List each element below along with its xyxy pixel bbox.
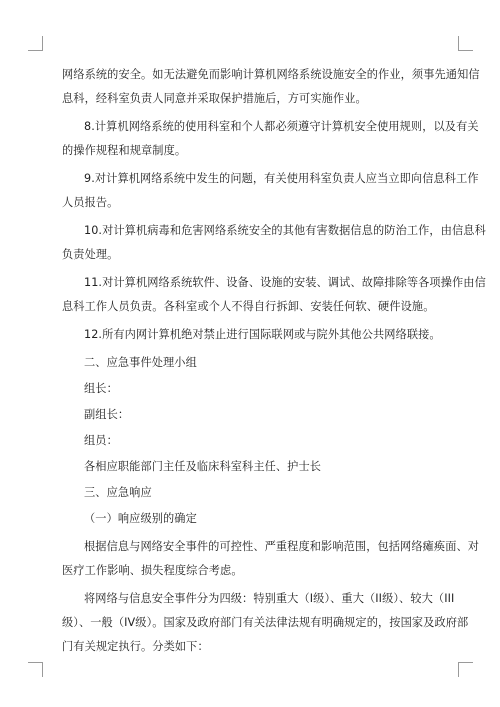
text-line: 副组长：	[84, 408, 130, 421]
text-line: 将网络与信息安全事件分为四级：特别重大（I级）、重大（II级）、较大（III	[84, 592, 455, 605]
section-heading: 三、应急响应	[84, 486, 152, 499]
subsection-heading: （一）响应级别的确定	[84, 512, 197, 525]
text-line: 12.所有内网计算机绝对禁止进行国际联网或与院外其他公共网络联接。	[84, 328, 441, 341]
text-line: 医疗工作影响、损失程度综合考虑。	[62, 564, 243, 577]
text-line: 人员报告。	[62, 196, 119, 209]
text-line: 9.对计算机网络系统中发生的问题，有关使用科室负责人应当立即向信息科工作	[84, 172, 479, 185]
text-line: 门有关规定执行。分类如下：	[62, 640, 209, 653]
crop-mark-bottom-left	[28, 662, 43, 677]
text-line: 组员：	[84, 434, 118, 447]
section-heading: 二、应急事件处理小组	[84, 356, 197, 369]
crop-mark-bottom-right	[458, 662, 473, 677]
crop-mark-top-right	[458, 36, 473, 51]
text-line: 11.对计算机网络系统软件、设备、设施的安装、调试、故障排除等各项操作由信	[84, 276, 486, 289]
text-line: 各相应职能部门主任及临床科室科主任、护士长	[84, 460, 322, 473]
text-line: 息科工作人员负责。各科室或个人不得自行拆卸、安装任何软、硬件设施。	[62, 300, 435, 313]
text-line: 息科，经科室负责人同意并采取保护措施后，方可实施作业。	[62, 92, 367, 105]
text-line: 网络系统的安全。如无法避免而影响计算机网络系统设施安全的作业，须事先通知信	[62, 68, 480, 81]
text-line: 的操作规程和规章制度。	[62, 144, 187, 157]
text-line: 根据信息与网络安全事件的可控性、严重程度和影响范围，包括网络瘫痪面、对	[84, 540, 480, 553]
text-line: 负责处理。	[62, 248, 119, 261]
text-line: 10.对计算机病毒和危害网络系统安全的其他有害数据信息的防治工作，由信息科	[84, 224, 486, 237]
text-line: 组长：	[84, 382, 118, 395]
crop-mark-top-left	[28, 36, 43, 51]
text-line: 8.计算机网络系统的使用科室和个人都必须遵守计算机安全使用规则，以及有关	[84, 120, 479, 133]
text-line: 级）、一般（IV级）。国家及政府部门有关法律法规有明确规定的，按国家及政府部	[62, 616, 469, 629]
